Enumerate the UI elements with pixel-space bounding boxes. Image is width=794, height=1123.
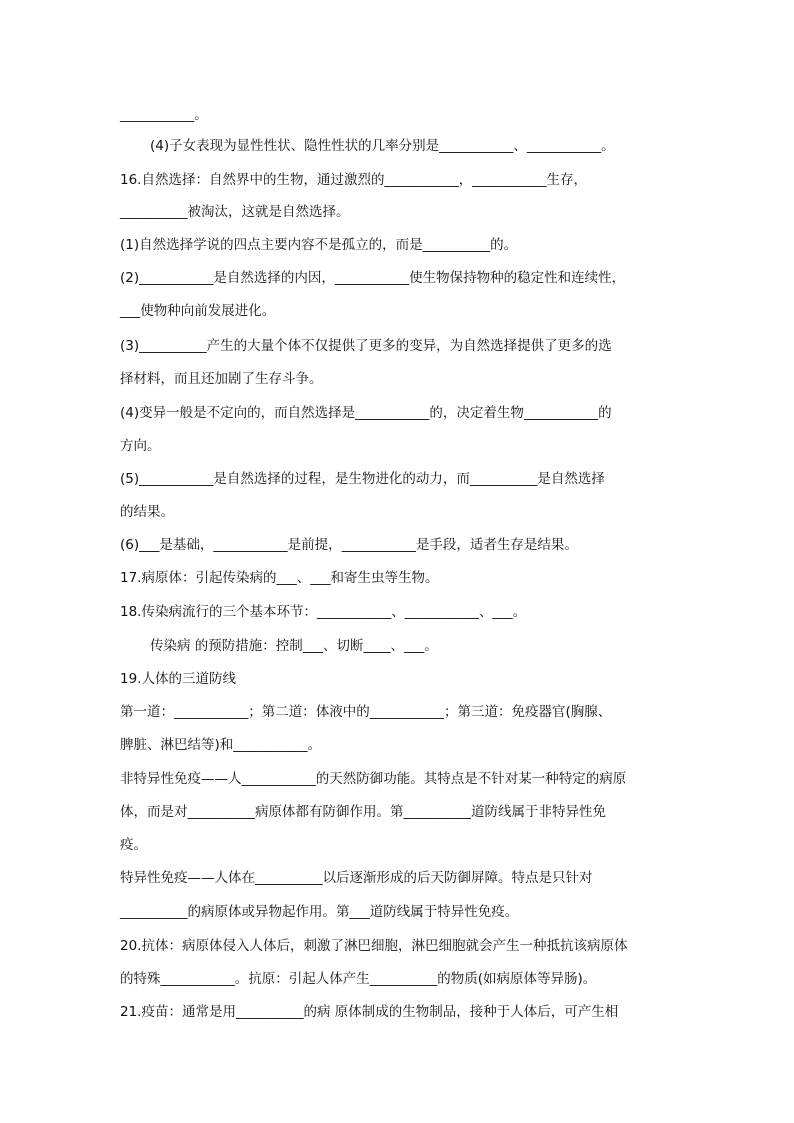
text-line: 17.病原体：引起传染病的___、___和寄生虫等生物。 (120, 570, 439, 586)
text-line: (4)子女表现为显性性状、隐性性状的几率分别是___________、___________。 (150, 138, 615, 154)
text-line: 18.传染病流行的三个基本环节：___________、___________、___。 (120, 604, 527, 620)
text-line: 疫。 (120, 837, 147, 853)
section-heading: 19.人体的三道防线 (120, 671, 236, 687)
text-line: (2)___________是自然选择的内因，___________使生物保持物种的稳定性和连续性， (120, 270, 626, 286)
text-line: 的结果。 (120, 504, 174, 520)
text-line: 16.自然选择：自然界中的生物，通过激烈的___________，___________生存， (120, 172, 587, 188)
text-line: 的特殊___________。抗原：引起人体产生__________的物质(如病原体等异肠)。 (120, 971, 597, 987)
text-line: __________被淘汰，这就是自然选择。 (120, 204, 350, 220)
text-line: (5)___________是自然选择的过程，是生物进化的动力，而__________是自然选择 (120, 471, 605, 487)
text-line: (4)变异一般是不定向的，而自然选择是___________的，决定着生物___________的 (120, 405, 612, 421)
text-line: (1)自然选择学说的四点主要内容不是孤立的，而是__________的。 (120, 237, 518, 253)
text-line: 脾脏、淋巴结等)和___________。 (120, 737, 322, 753)
text-line: (6)___是基础，___________是前提，___________是手段，适者生存是结果。 (120, 537, 578, 553)
text-line: 择材料，而且还加剧了生存斗争。 (120, 371, 323, 387)
text-line: 非特异性免疫——人___________的天然防御功能。其特点是不针对某一种特定的病原 (120, 771, 627, 787)
text-line: 21.疫苗：通常是用__________的病 原体制成的生物制品，接种于人体后，可产生相 (120, 1004, 619, 1020)
text-line: 第一道：___________；第二道：体液中的___________；第三道：免疫器官(胸腺、 (120, 704, 612, 720)
text-line: 传染病 的预防措施：控制___、切断____、___。 (150, 638, 438, 654)
text-line: ___使物种向前发展进化。 (120, 303, 276, 319)
text-line: 体，而是对__________病原体都有防御作用。第__________道防线属于非特异性免 (120, 804, 606, 820)
text-line: 特异性免疫——人体在__________以后逐渐形成的后天防御屏障。特点是只针对 (120, 870, 593, 886)
text-line: ___________。 (120, 107, 208, 123)
text-line: __________的病原体或异物起作用。第___道防线属于特异性免疫。 (120, 904, 519, 920)
text-line: 20.抗体：病原体侵入人体后，刺激了淋巴细胞，淋巴细胞就会产生一种抵抗该病原体 (120, 938, 628, 954)
text-line: (3)__________产生的大量个体不仅提供了更多的变异，为自然选择提供了更多的选 (120, 338, 612, 354)
text-line: 方向。 (120, 438, 161, 454)
